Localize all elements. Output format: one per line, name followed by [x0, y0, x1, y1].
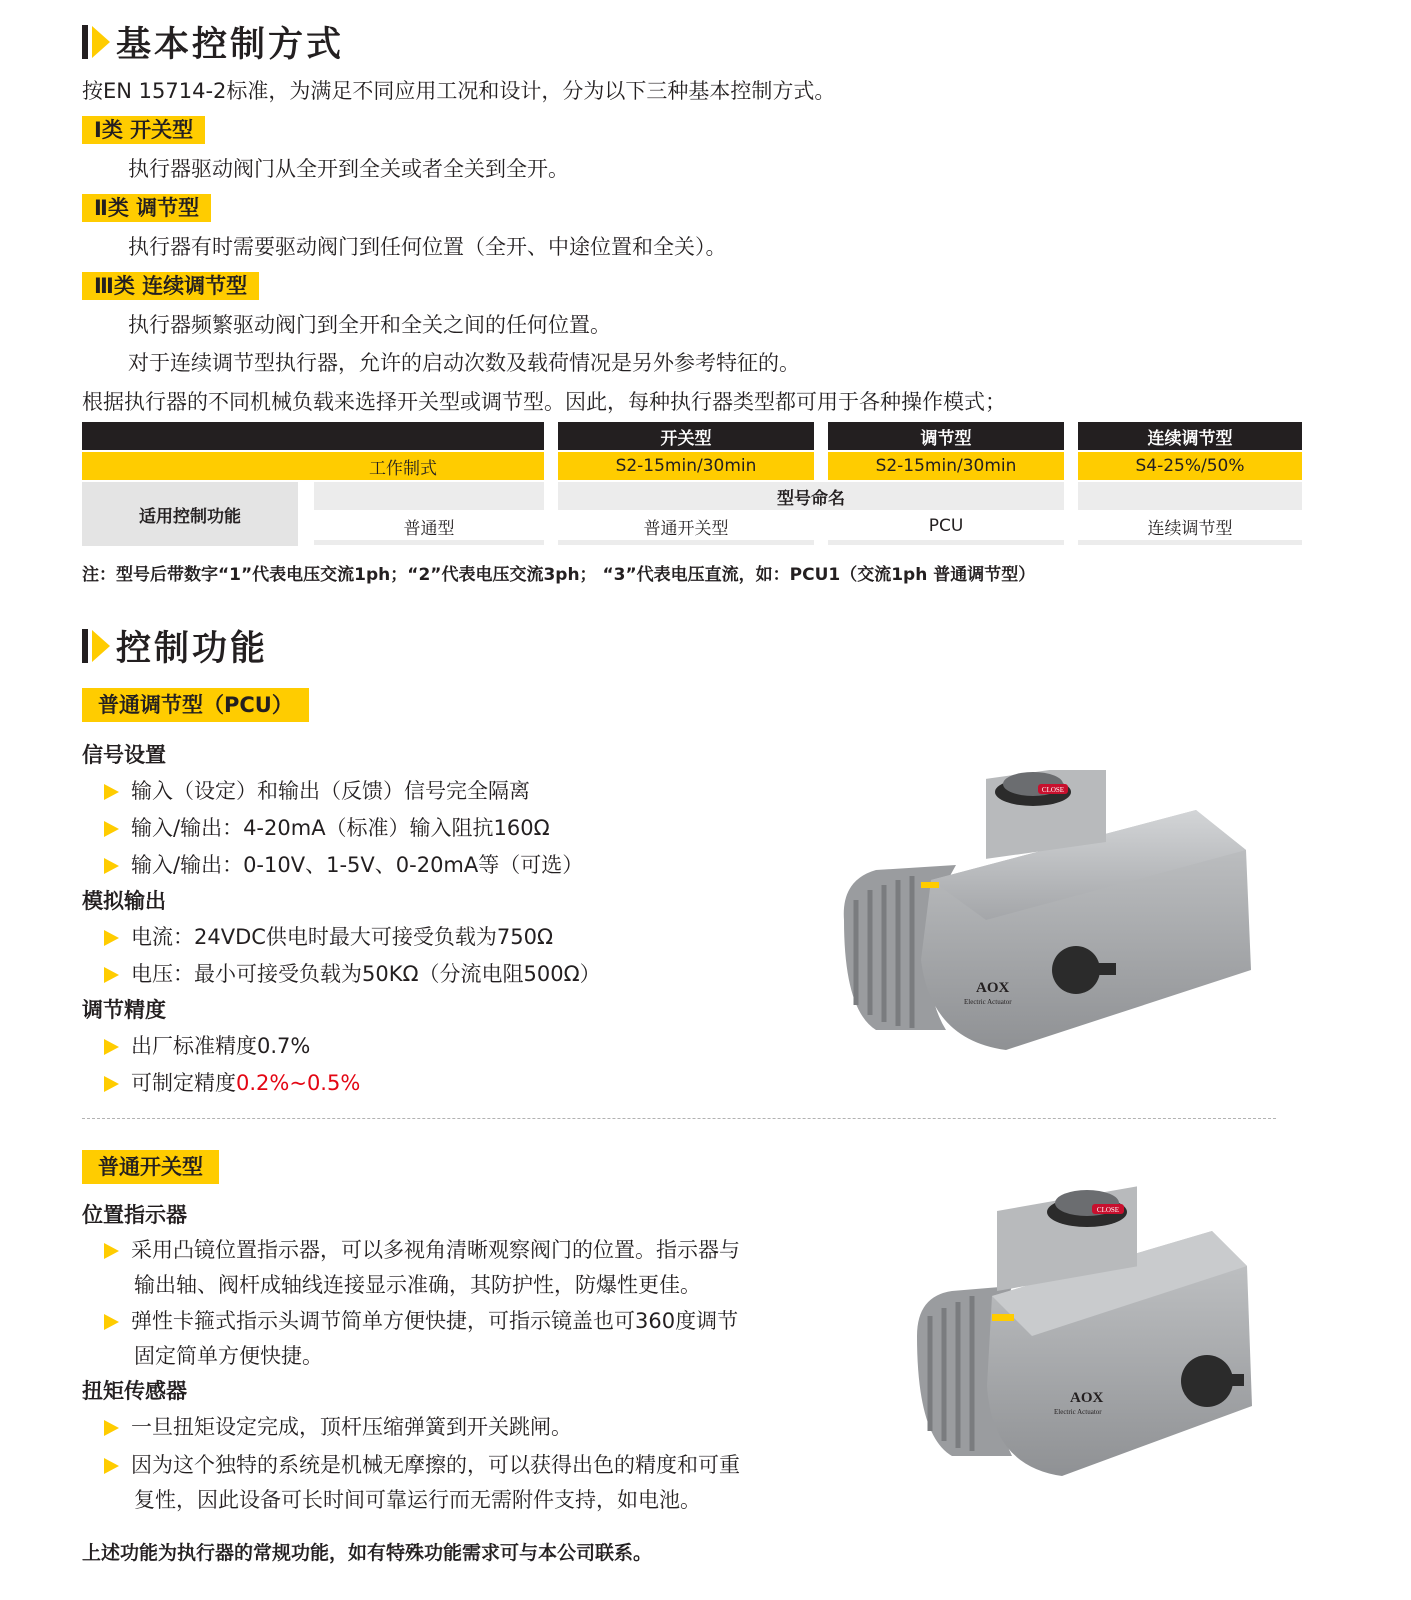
accuracy-custom-value: 0.2%~0.5% — [236, 1071, 361, 1095]
onoff-tag: 普通开关型 — [82, 1150, 219, 1184]
bullet-triangle-icon — [104, 1243, 119, 1259]
table-note: 注：型号后带数字“1”代表电压交流1ph；“2”代表电压交流3ph； “3”代表电压直流，如：PCU1（交流1ph 普通调节型） — [82, 565, 1036, 585]
type-1-description: 执行器驱动阀门从全开到全关或者全关到全开。 — [128, 157, 569, 181]
table-name-general: 普通型 — [314, 512, 544, 545]
list-item: 输入（设定）和输出（反馈）信号完全隔离 — [104, 774, 530, 809]
type-3-tag: Ⅲ类 连续调节型 — [82, 272, 259, 300]
list-item: 出厂标准精度0.7% — [104, 1029, 310, 1064]
footer-note: 上述功能为执行器的常规功能，如有特殊功能需求可与本公司联系。 — [82, 1542, 653, 1564]
handwheel-lever — [1224, 1374, 1244, 1386]
list-item: 弹性卡箍式指示头调节简单方便快捷，可指示镜盖也可360度调节 — [104, 1304, 738, 1339]
table-row-label: 适用控制功能 — [82, 482, 298, 546]
type-2-description: 执行器有时需要驱动阀门到任何位置（全开、中途位置和全关）。 — [128, 235, 727, 259]
type-3-note: 对于连续调节型执行器，允许的启动次数及载荷情况是另外参考特征的。 — [128, 351, 800, 375]
bullet-triangle-icon — [104, 1420, 119, 1436]
bullet-triangle-icon — [104, 1039, 119, 1055]
actuator-onoff-image — [912, 1186, 1262, 1486]
table-duty-onoff: S2-15min/30min — [558, 452, 814, 480]
bullet-triangle-icon — [104, 858, 119, 874]
section-divider — [82, 1118, 1276, 1119]
list-item-continuation: 输出轴、阀杆成轴线连接显示准确，其防护性，防爆性更佳。 — [134, 1273, 701, 1297]
table-naming-blank-left — [314, 482, 544, 510]
list-item: 输入/输出：4-20mA（标准）输入阻抗160Ω — [104, 811, 550, 846]
table-header-blank — [82, 422, 544, 450]
position-indicator-title: 位置指示器 — [82, 1203, 187, 1227]
type-3-description: 执行器频繁驱动阀门到全开和全关之间的任何位置。 — [128, 313, 611, 337]
table-naming-label: 型号命名 — [558, 482, 1064, 510]
analog-output-title: 模拟输出 — [82, 889, 166, 913]
list-item: 一旦扭矩设定完成，顶杆压缩弹簧到开关跳闸。 — [104, 1410, 572, 1445]
table-naming-blank-right — [1078, 482, 1302, 510]
bullet-triangle-icon — [104, 1076, 119, 1092]
brand-logo: AOX — [1070, 1390, 1104, 1406]
indicator-close-label: CLOSE — [1096, 1206, 1120, 1214]
type-1-tag: Ⅰ类 开关型 — [82, 116, 205, 144]
list-item: 因为这个独特的系统是机械无摩擦的，可以获得出色的精度和可重 — [104, 1448, 740, 1483]
section-title-control-functions — [82, 624, 268, 668]
accuracy-title: 调节精度 — [82, 998, 166, 1022]
table-header-onoff: 开关型 — [558, 422, 814, 450]
table-name-onoff: 普通开关型 — [558, 512, 814, 545]
warning-label — [992, 1314, 1014, 1321]
list-item: 采用凸镜位置指示器，可以多视角清晰观察阀门的位置。指示器与 — [104, 1233, 740, 1268]
bullet-triangle-icon — [104, 821, 119, 837]
title-triangle-icon — [92, 26, 110, 58]
handwheel-knob — [1052, 946, 1100, 994]
actuator-pcu-image — [836, 770, 1256, 1070]
indicator-close-label: CLOSE — [1041, 786, 1065, 794]
bullet-triangle-icon — [104, 967, 119, 983]
brand-logo: AOX — [976, 980, 1010, 996]
type-2-tag: Ⅱ类 调节型 — [82, 194, 211, 222]
bullet-triangle-icon — [104, 1314, 119, 1330]
table-header-modulating: 调节型 — [828, 422, 1064, 450]
bullet-triangle-icon — [104, 930, 119, 946]
table-duty-modulating: S2-15min/30min — [828, 452, 1064, 480]
list-item-continuation: 复性，因此设备可长时间可靠运行而无需附件支持，如电池。 — [134, 1488, 701, 1512]
title-bar-mark — [82, 629, 88, 663]
list-item: 电流：24VDC供电时最大可接受负载为750Ω — [104, 920, 553, 955]
table-name-continuous: 连续调节型 — [1078, 512, 1302, 545]
table-name-pcu: PCU — [828, 512, 1064, 545]
bullet-triangle-icon — [104, 784, 119, 800]
handwheel-lever — [1094, 963, 1116, 975]
section-title-basic-control — [82, 20, 344, 64]
list-item: 输入/输出：0-10V、1-5V、0-20mA等（可选） — [104, 848, 583, 883]
list-item: 电压：最小可接受负载为50KΩ（分流电阻500Ω） — [104, 957, 601, 992]
title-bar-mark — [82, 25, 88, 59]
table-duty-label: 工作制式 — [82, 452, 544, 480]
summary-text: 根据执行器的不同机械负载来选择开关型或调节型。因此，每种执行器类型都可用于各种操作模式； — [82, 390, 1006, 414]
pcu-tag: 普通调节型（PCU） — [82, 688, 309, 722]
section-title-text: 控制功能 — [116, 629, 269, 669]
section-title-text: 基本控制方式 — [116, 25, 345, 65]
intro-text: 按EN 15714-2标准，为满足不同应用工况和设计，分为以下三种基本控制方式。 — [82, 79, 836, 103]
bullet-triangle-icon — [104, 1458, 119, 1474]
warning-label — [921, 882, 939, 888]
list-item: 可制定精度0.2%~0.5% — [104, 1066, 360, 1101]
table-duty-continuous: S4-25%/50% — [1078, 452, 1302, 480]
torque-sensor-title: 扭矩传感器 — [82, 1379, 187, 1403]
brand-subtitle: Electric Actuator — [964, 998, 1012, 1006]
list-item-continuation: 固定简单方便快捷。 — [134, 1344, 323, 1368]
signal-settings-title: 信号设置 — [82, 743, 166, 767]
brand-subtitle: Electric Actuator — [1054, 1408, 1102, 1416]
title-triangle-icon — [92, 630, 110, 662]
table-header-continuous: 连续调节型 — [1078, 422, 1302, 450]
